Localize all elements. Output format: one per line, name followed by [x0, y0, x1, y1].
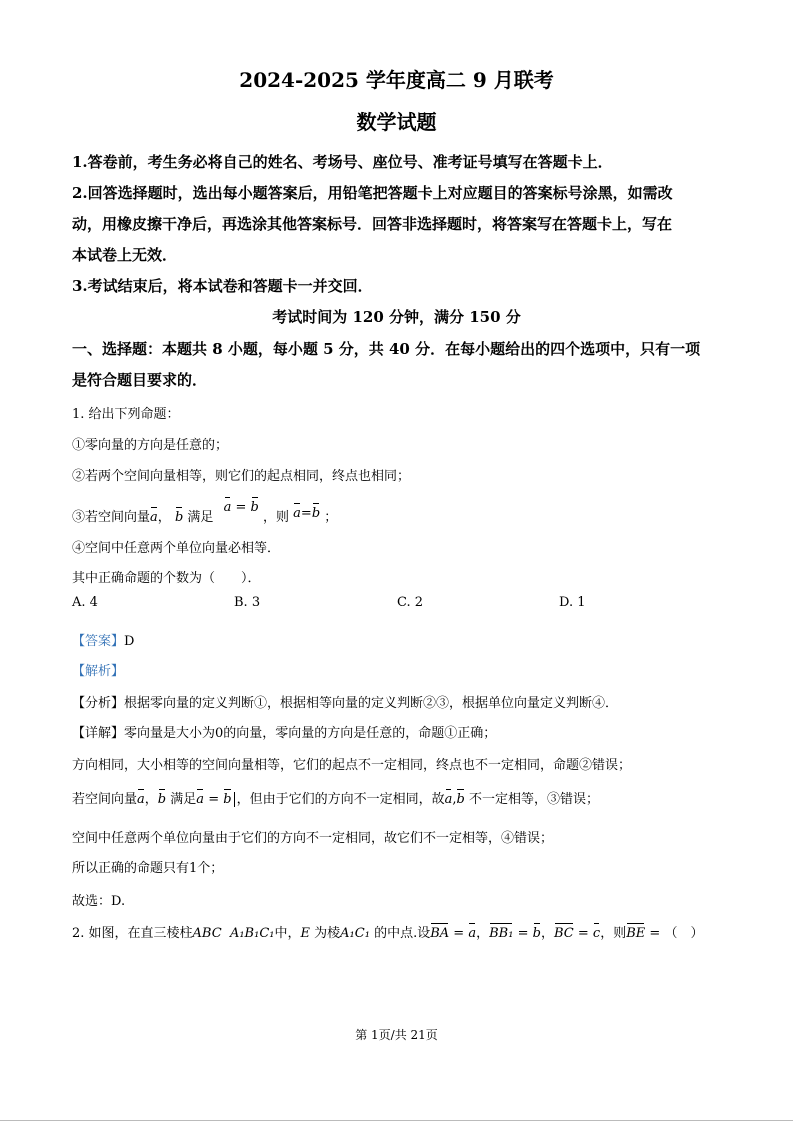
xj3-text-d: ，但由于它们的方向不一定相同，故 [236, 792, 445, 807]
q1-proposition-3 [72, 500, 338, 525]
vector-a: a [150, 510, 158, 525]
p3-text-c: 满足 [187, 510, 214, 525]
prism-top: A₁B₁C₁ [229, 926, 275, 941]
prism-base: ABC [192, 926, 222, 941]
q1-xiangjie-2: 方向相同，大小相等的空间向量相等，它们的起点不一定相同，终点也不一定相同，命题②错误； [72, 758, 632, 773]
vector-bb1: BB₁ [489, 926, 514, 941]
vector-ba: BA [430, 926, 450, 941]
instruction-2: 2.回答选择题时，选出每小题答案后，用铅笔把答题卡上对应题目的答案标号涂黑，如需改 [72, 184, 673, 202]
eq3: = [577, 926, 589, 941]
page-footer: 第 1页/共 21页 [355, 1028, 438, 1042]
eq-sign: = [235, 500, 247, 515]
xj3-pair-a: a [444, 792, 453, 807]
p3-text-a: ③若空间向量 [72, 510, 151, 525]
vector-a-val: a [468, 926, 477, 941]
vector-b: b [174, 510, 184, 525]
q1-proposition-2: ②若两个空间向量相等，则它们的起点相同，终点也相同； [72, 469, 411, 484]
p3-sep: ， [157, 510, 171, 525]
eq4: = [649, 926, 661, 941]
instruction-3: 3.考试结束后，将本试卷和答题卡一并交回． [72, 277, 373, 295]
point-e: E [300, 926, 310, 941]
fenxi-text: 根据零向量的定义判断①，根据相等向量的定义判断②③，根据单位向量定义判断④． [124, 696, 619, 711]
section-heading-line1: 一、选择题：本题共 8 小题，每小题 5 分，共 40 分．在每小题给出的四个选项中，只有一项 [72, 340, 701, 358]
xj3-vector-b: b [157, 792, 167, 807]
q1-stem: 1. 给出下列命题： [72, 407, 180, 422]
abs-bar [234, 792, 235, 807]
xj3-pair-b: b [456, 792, 465, 807]
instruction-2-end: 本试卷上无效． [72, 246, 178, 264]
q2-text-b: 中， [274, 926, 301, 941]
q1-option-b: B. 3 [234, 595, 261, 610]
xj3-text-a: 若空间向量 [72, 792, 138, 807]
answer-value: D [124, 634, 135, 649]
q1-ask: 其中正确命题的个数为（ ）． [72, 571, 261, 586]
q2-stem [72, 922, 703, 941]
instruction-2-cont: 动，用橡皮擦干净后，再选涂其他答案标号．回答非选择题时，将答案写在答题卡上，写在 [72, 215, 673, 233]
analysis-tag: 【解析】 [72, 664, 125, 679]
xj3-vector-a: a [137, 792, 145, 807]
xiangjie-tag: 【详解】 [72, 726, 125, 741]
q2-sep-1: ， [476, 926, 490, 941]
q2-sep-2: ， [540, 926, 554, 941]
xj3-sep: ， [144, 792, 158, 807]
xiangjie-text-1: 零向量是大小为0的向量，零向量的方向是任意的，命题①正确； [124, 726, 497, 741]
q1-xiangjie-3: 若空间向量a，b 满足a = b ，但由于它们的方向不一定相同，故a,b 不一定相等，③错误； [72, 792, 599, 807]
q1-xiangjie-6: 故选：D. [72, 894, 126, 909]
vector-b-val: b [532, 926, 541, 941]
vector-c-val: c [592, 926, 601, 941]
section-heading-line2: 是符合题目要求的． [72, 371, 208, 389]
q1-option-d: D. 1 [559, 595, 586, 610]
p3-text-d: ，则 [262, 510, 289, 525]
q2-text-a: 2. 如图，在直三棱柱 [72, 926, 193, 941]
q1-xiangjie-1 [72, 722, 496, 741]
vector-be: BE [626, 926, 646, 941]
xj3-eq-b: b [223, 792, 232, 807]
q1-fenxi [72, 692, 618, 711]
page-bottom-border [0, 1120, 793, 1121]
xj3-text-c: 满足 [170, 792, 197, 807]
exam-info: 考试时间为 120 分钟，满分 150 分 [272, 308, 521, 326]
p3-text-e: ； [324, 510, 338, 525]
q1-answer [72, 630, 134, 649]
page-subtitle: 数学试题 [356, 110, 437, 134]
fenxi-tag: 【分析】 [72, 696, 125, 711]
edge-a1c1: A₁C₁ [340, 926, 370, 941]
eq2: = [517, 926, 529, 941]
q1-option-a: A. 4 [72, 595, 98, 610]
q2-text-f: （ ） [664, 926, 704, 941]
eq1: = [453, 926, 465, 941]
page-title: 2024-2025 学年度高二 9 月联考 [239, 68, 554, 92]
q1-xiangjie-4: 空间中任意两个单位向量由于它们的方向不一定相同，故它们不一定相等，④错误； [72, 831, 554, 846]
q1-proposition-1: ①零向量的方向是任意的； [72, 438, 229, 453]
xj3-text-e: 不一定相等，③错误； [468, 792, 599, 807]
vector-bc: BC [553, 926, 574, 941]
q1-proposition-4: ④空间中任意两个单位向量必相等． [72, 541, 281, 556]
q2-text-d: 的中点.设 [374, 926, 431, 941]
instruction-1: 1.答卷前，考生务必将自己的姓名、考场号、座位号、准考证号填写在答题卡上． [72, 153, 613, 171]
q2-text-e: ，则 [600, 926, 627, 941]
q2-text-c: 为棱 [314, 926, 341, 941]
q1-xiangjie-5: 所以正确的命题只有1个； [72, 861, 224, 876]
res-eq-sign: = [300, 506, 312, 521]
res-vector-b: b [311, 506, 321, 521]
xj3-eq-a: a [196, 792, 205, 807]
q1-option-c: C. 2 [397, 595, 424, 610]
eq-vector-b: b [250, 500, 259, 515]
answer-tag: 【答案】 [72, 634, 125, 649]
eq-vector-a: a [223, 500, 232, 515]
res-vector-a: a [293, 506, 301, 521]
xj3-eq-sign: = [208, 792, 220, 807]
